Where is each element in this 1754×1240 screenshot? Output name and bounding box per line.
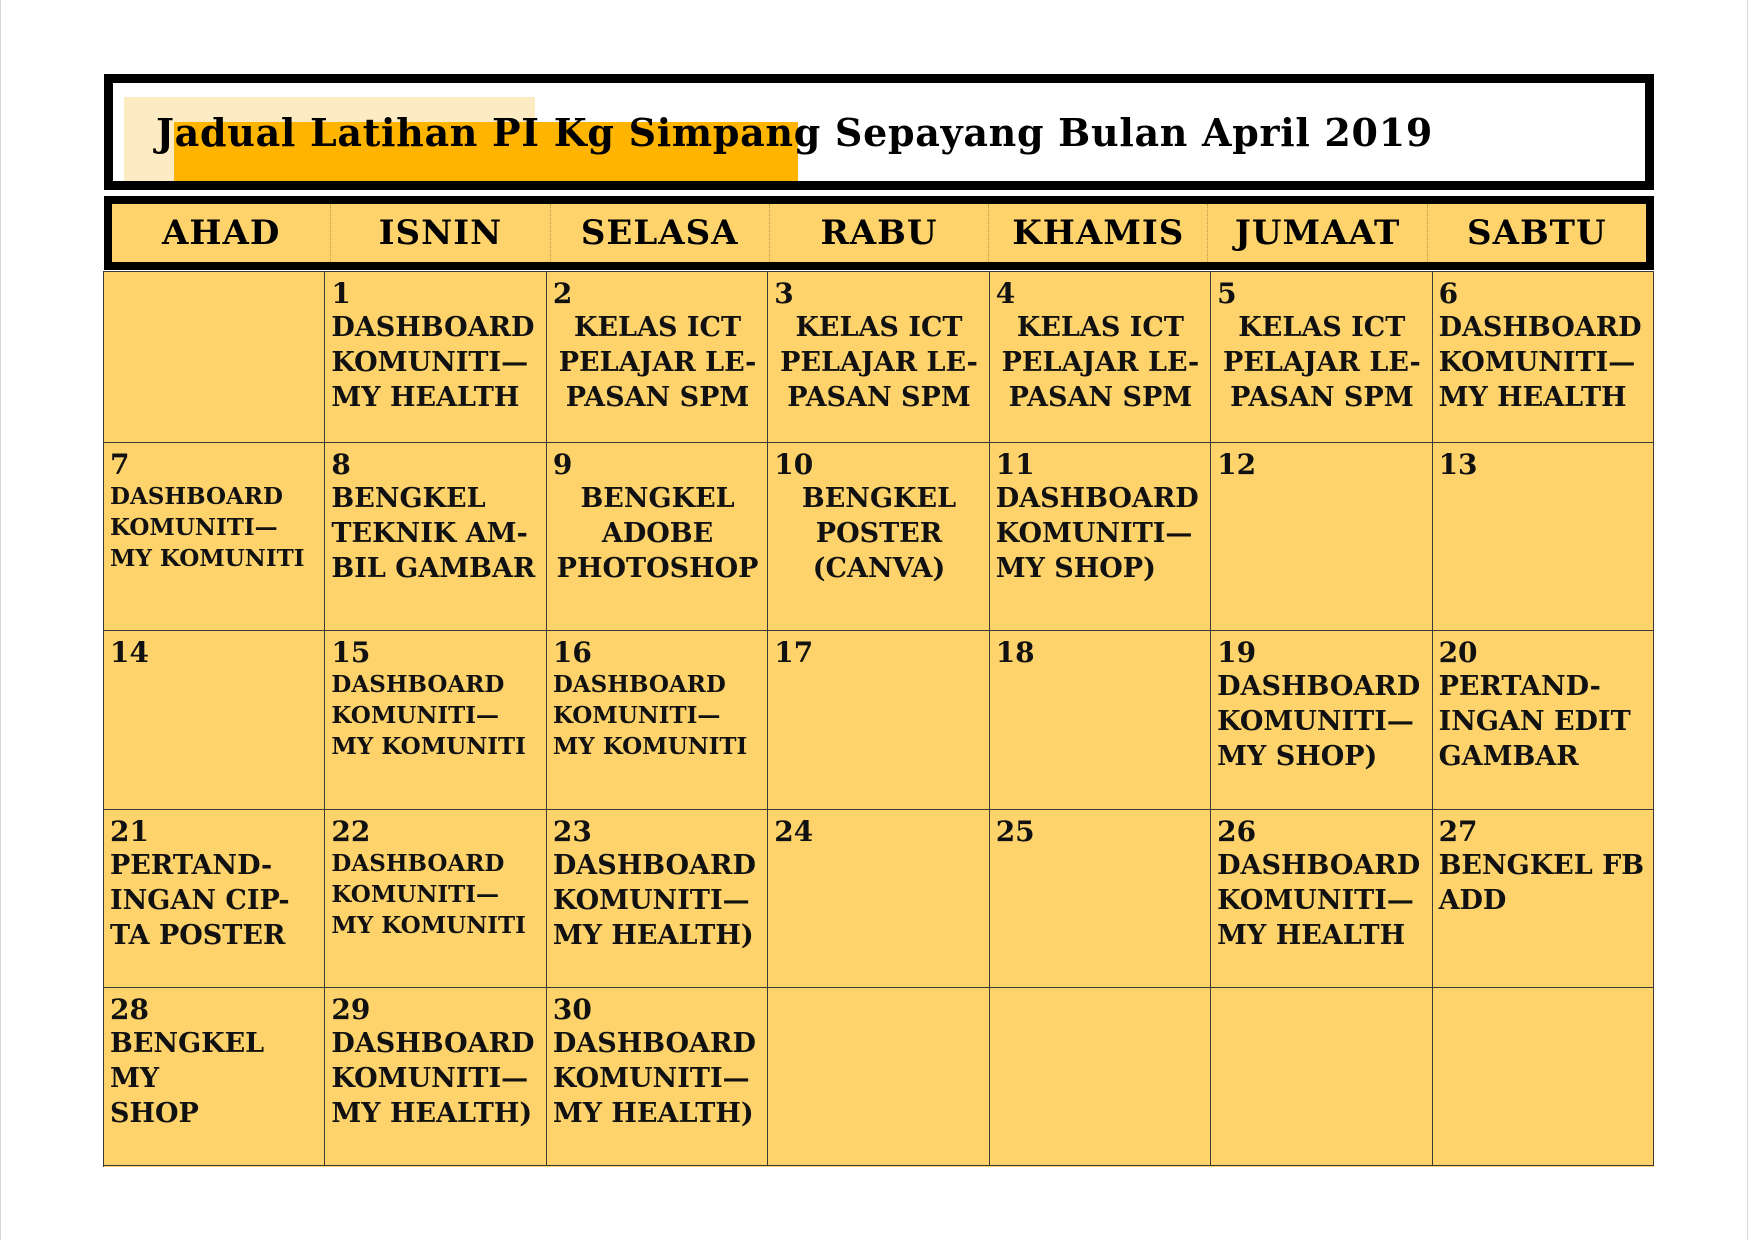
- calendar-cell: [325, 810, 546, 988]
- weekday-header-selasa: SELASA: [551, 204, 770, 262]
- calendar-cell: [990, 631, 1211, 810]
- event-text: BENGKEL MY SHOP: [110, 1028, 265, 1129]
- day-number: 9: [552, 448, 573, 481]
- calendar-cell: [104, 443, 325, 631]
- event-text: DASHBOARD KOMUNITI— MY KOMUNITI: [331, 671, 526, 760]
- event-text: DASHBOARD KOMUNITI— MY KOMUNITI: [552, 671, 748, 760]
- day-number: 30: [552, 993, 592, 1026]
- calendar-cell: [1433, 988, 1654, 1166]
- event-text: PERTAND- INGAN CIP- TA POSTER: [110, 850, 290, 951]
- day-number: 27: [1438, 815, 1478, 848]
- calendar-cell: [325, 631, 546, 810]
- page-edge-right: [1747, 0, 1748, 1240]
- calendar-cell: [1433, 810, 1654, 988]
- day-number: 5: [1217, 277, 1237, 310]
- day-number: 21: [110, 815, 149, 848]
- weekday-header-jumaat: JUMAAT: [1208, 204, 1427, 262]
- calendar-cell: [547, 443, 768, 631]
- calendar-cell: [325, 272, 546, 443]
- calendar-cell: [104, 810, 325, 988]
- event-text: DASHBOARD KOMUNITI— MY KOMUNITI: [331, 850, 526, 939]
- calendar-grid: [103, 271, 1654, 1167]
- day-number: 22: [331, 815, 371, 848]
- calendar-cell: [325, 988, 546, 1166]
- calendar-cell: [990, 810, 1211, 988]
- calendar-cell: [768, 443, 989, 631]
- day-number: 29: [331, 993, 371, 1026]
- event-text: KELAS ICT PELAJAR LE- PASAN SPM: [558, 312, 757, 413]
- day-number: 25: [995, 815, 1035, 848]
- day-number: 14: [110, 636, 149, 669]
- calendar-cell: [1433, 443, 1654, 631]
- weekday-header-khamis: KHAMIS: [989, 204, 1208, 262]
- calendar-cell: [1211, 988, 1432, 1166]
- day-number: 1: [331, 277, 351, 310]
- day-number: 2: [552, 277, 573, 310]
- event-text: BENGKEL ADOBE PHOTOSHOP: [556, 483, 759, 584]
- weekday-header-row: [104, 196, 1654, 270]
- day-number: 16: [552, 636, 592, 669]
- event-text: DASHBOARD KOMUNITI— MY HEALTH: [331, 312, 535, 413]
- page-edge-left: [0, 0, 1, 1240]
- title-box: [104, 74, 1654, 190]
- calendar-cell: [104, 272, 325, 443]
- day-number: 23: [552, 815, 592, 848]
- calendar-cell: [325, 443, 546, 631]
- weekday-header-rabu: RABU: [770, 204, 989, 262]
- calendar-cell: [547, 272, 768, 443]
- page-title: Jadual Latihan PI Kg Simpang Sepayang Bulan April 2019: [156, 110, 1433, 155]
- calendar-cell: [1211, 631, 1432, 810]
- event-text: DASHBOARD KOMUNITI— MY HEALTH): [552, 1028, 756, 1129]
- calendar-cell: [768, 631, 989, 810]
- calendar-cell: [1211, 272, 1432, 443]
- event-text: PERTAND- INGAN EDIT GAMBAR: [1438, 671, 1631, 772]
- calendar-cell: [104, 631, 325, 810]
- day-number: 11: [995, 448, 1035, 481]
- calendar-cell: [768, 988, 989, 1166]
- calendar-cell: [1433, 631, 1654, 810]
- calendar-cell: [1211, 810, 1432, 988]
- event-text: KELAS ICT PELAJAR LE- PASAN SPM: [1223, 312, 1421, 413]
- day-number: 15: [331, 636, 371, 669]
- day-number: 20: [1438, 636, 1478, 669]
- calendar-cell: [1433, 272, 1654, 443]
- calendar-cell: [104, 988, 325, 1166]
- day-number: 3: [774, 277, 794, 310]
- weekday-header-sabtu: SABTU: [1467, 213, 1607, 253]
- event-text: DASHBOARD KOMUNITI— MY SHOP): [1217, 671, 1421, 772]
- day-number: 12: [1217, 448, 1257, 481]
- day-number: 28: [110, 993, 149, 1026]
- weekday-header-isnin: ISNIN: [331, 204, 550, 262]
- event-text: DASHBOARD KOMUNITI— MY HEALTH): [331, 1028, 535, 1129]
- calendar-cell: [768, 810, 989, 988]
- event-text: DASHBOARD KOMUNITI— MY KOMUNITI: [110, 483, 305, 572]
- calendar-cell: [990, 988, 1211, 1166]
- event-text: DASHBOARD KOMUNITI— MY HEALTH: [1438, 312, 1642, 413]
- weekday-header-ahad: AHAD: [112, 204, 331, 262]
- day-number: 13: [1438, 448, 1478, 481]
- calendar-cell: [768, 272, 989, 443]
- day-number: 24: [774, 815, 814, 848]
- event-text: DASHBOARD KOMUNITI— MY HEALTH: [1217, 850, 1421, 951]
- calendar-cell: [1211, 443, 1432, 631]
- day-number: 19: [1217, 636, 1257, 669]
- day-number: 8: [331, 448, 351, 481]
- event-text: DASHBOARD KOMUNITI— MY SHOP): [995, 483, 1199, 584]
- calendar-cell: [547, 988, 768, 1166]
- day-number: 10: [774, 448, 814, 481]
- calendar-cell: [990, 443, 1211, 631]
- calendar-cell: [990, 272, 1211, 443]
- calendar-cell: [547, 810, 768, 988]
- day-number: 26: [1217, 815, 1257, 848]
- event-text: DASHBOARD KOMUNITI— MY HEALTH): [552, 850, 756, 951]
- day-number: 6: [1438, 277, 1459, 310]
- event-text: BENGKEL FB ADD: [1438, 850, 1645, 916]
- event-text: KELAS ICT PELAJAR LE- PASAN SPM: [780, 312, 978, 413]
- event-text: KELAS ICT PELAJAR LE- PASAN SPM: [1001, 312, 1200, 413]
- day-number: 17: [774, 636, 814, 669]
- event-text: BENGKEL POSTER (CANVA): [801, 483, 957, 584]
- day-number: 4: [995, 277, 1016, 310]
- event-text: BENGKEL TEKNIK AM- BIL GAMBAR: [331, 483, 536, 584]
- day-number: 18: [995, 636, 1035, 669]
- calendar-cell: [547, 631, 768, 810]
- day-number: 7: [110, 448, 130, 481]
